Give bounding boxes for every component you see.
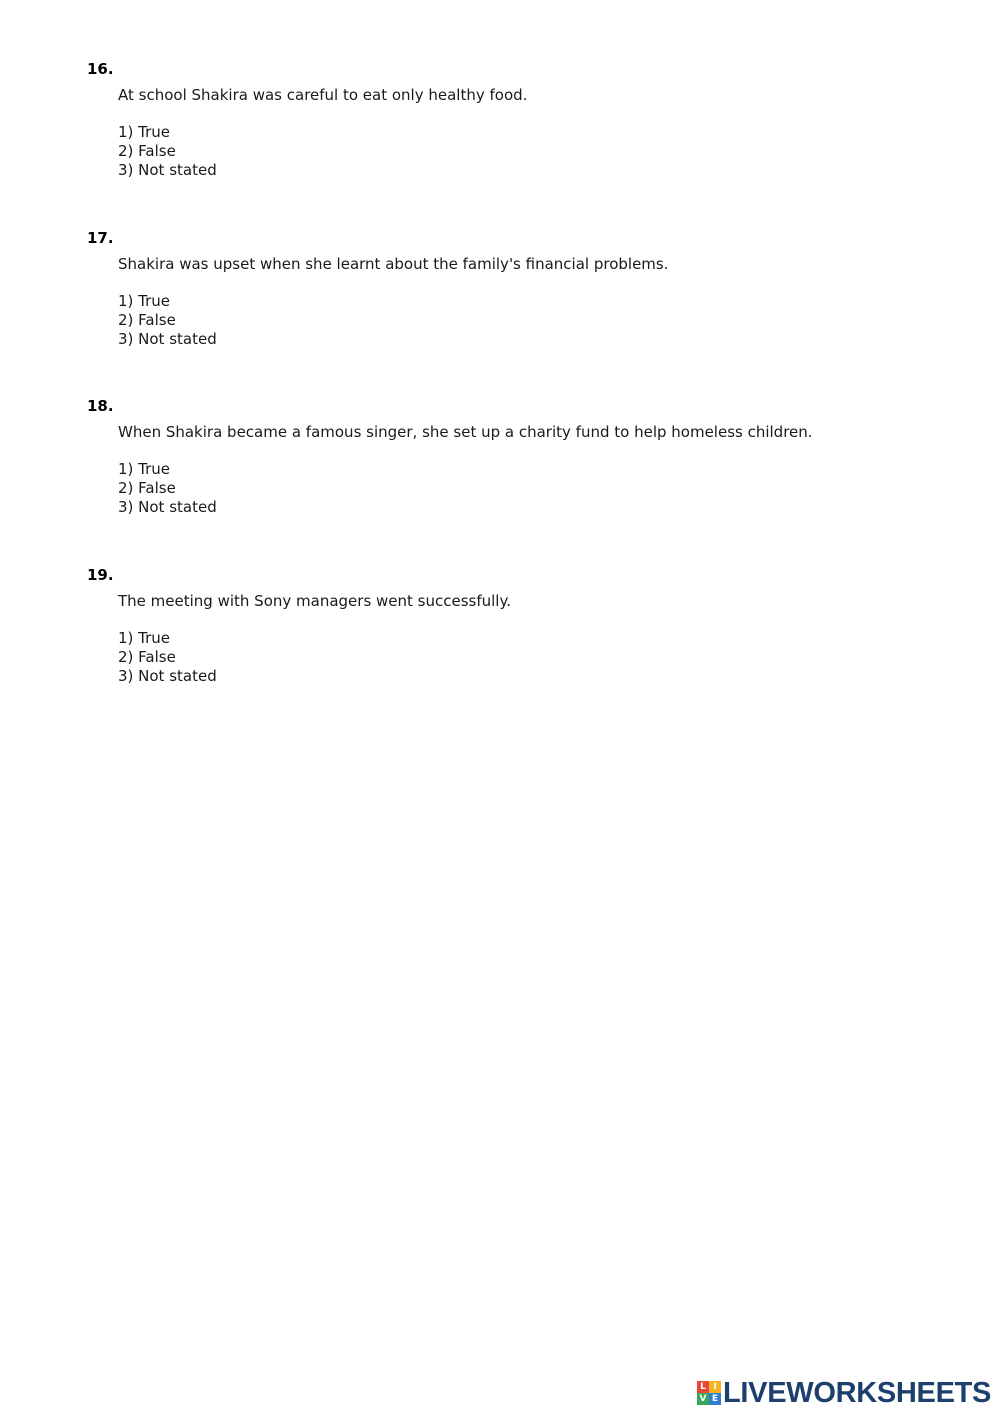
option-false: 2) False	[118, 141, 176, 160]
question-19	[87, 566, 967, 700]
option-not-stated: 3) Not stated	[118, 666, 217, 685]
option-false: 2) False	[118, 478, 176, 497]
logo-mark-icon	[697, 1381, 721, 1405]
option-false: 2) False	[118, 310, 176, 329]
option-true: 1) True	[118, 460, 171, 478]
option-not-stated: 3) Not stated	[118, 497, 217, 516]
answer-options	[118, 629, 967, 685]
question-16	[87, 60, 967, 194]
logo-letter-l: L	[697, 1381, 709, 1393]
option-false: 2) False	[118, 647, 176, 666]
question-text: When Shakira became a famous singer, she set up a charity fund to help homeless children.	[118, 423, 813, 441]
logo-letter-i: I	[709, 1381, 721, 1393]
question-number: 16.	[87, 60, 114, 78]
answer-options	[118, 292, 967, 348]
question-text: Shakira was upset when she learnt about the family's financial problems.	[118, 255, 669, 273]
question-18	[87, 397, 967, 531]
option-true: 1) True	[118, 292, 171, 310]
question-number: 19.	[87, 566, 114, 584]
logo-letter-v: V	[697, 1393, 709, 1405]
answer-options	[118, 123, 967, 179]
option-true: 1) True	[118, 629, 171, 647]
question-17	[87, 229, 967, 363]
question-text: At school Shakira was careful to eat only healthy food.	[118, 86, 528, 104]
logo-wordmark: LIVEWORKSHEETS	[723, 1377, 992, 1409]
answer-options	[118, 460, 967, 516]
question-text: The meeting with Sony managers went successfully.	[118, 592, 511, 610]
option-not-stated: 3) Not stated	[118, 329, 217, 348]
option-not-stated: 3) Not stated	[118, 160, 217, 179]
question-number: 17.	[87, 229, 114, 247]
option-true: 1) True	[118, 123, 171, 141]
logo-letter-e: E	[709, 1393, 721, 1405]
liveworksheets-logo	[697, 1378, 991, 1408]
question-number: 18.	[87, 397, 114, 415]
